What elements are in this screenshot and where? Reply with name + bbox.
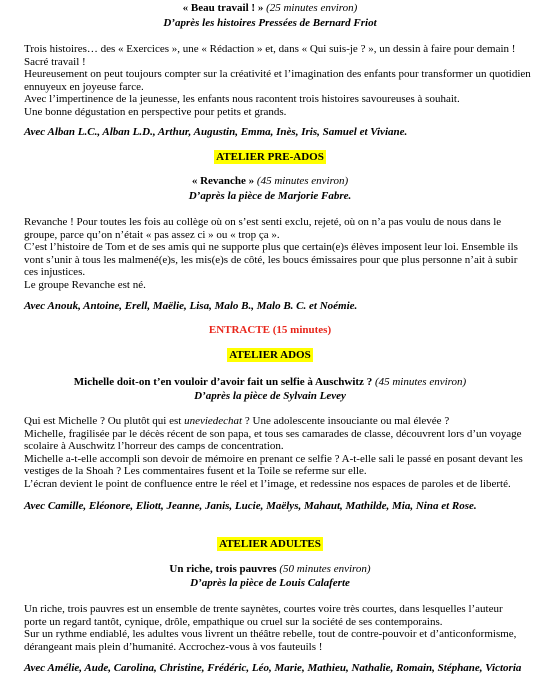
s1-title-line — [20, 2, 520, 15]
s1-source: D’après les histoires Pressées de Bernard Friot — [163, 17, 377, 29]
s4-description — [24, 603, 524, 653]
s2-line: ces injustices. — [24, 266, 86, 279]
s3-description — [24, 415, 524, 491]
s1-line: ennuyeux en joyeuse farce. — [24, 80, 144, 93]
s2-line: groupe, parce qu’on n’était « pas assez ci » ou « trop ça ». — [24, 228, 280, 241]
entracte-label: ENTRACTE (15 minutes) — [208, 324, 332, 336]
s1-title: « Beau travail ! » — [182, 2, 264, 14]
s3-line-first — [24, 415, 524, 428]
s4-heading-line — [20, 538, 520, 551]
s2-heading-line — [20, 151, 520, 164]
s2-heading: ATELIER PRE-ADOS — [216, 151, 324, 163]
s2-line: vont s’unir à tous les malmené(e)s, les mis(e)s de côté, les boucs émissaires pour que plus personne n’ait à subir — [24, 253, 518, 266]
s2-line: Le groupe Revanche est né. — [24, 278, 146, 291]
s4-duration: (50 minutes environ) — [276, 563, 371, 575]
s3-line: vestiges de la Shoah ? Les commentaires fusent et la Toile se referme sur elle. — [24, 465, 367, 478]
s1-line: Heureusement on peut toujours compter sur la créativité et l’imagination des enfants pour transformer un quotidien — [24, 68, 531, 81]
s1-line: Sacré travail ! — [24, 55, 86, 68]
s1-line: Avec l’impertinence de la jeunesse, les enfants nous racontent trois histoires savoureuses à souhait. — [24, 93, 460, 106]
s3-line: Michelle a-t-elle accompli son devoir de mémoire en prenant ce selfie ? A-t-elle sali le passé en posant devant les — [24, 452, 523, 465]
s3-line: Michelle, fragilisée par le décès récent de son papa, et tous ses camarades de classe, découvrent lors d’un voyage — [24, 427, 522, 440]
s3-pseudonym: uneviedechat — [184, 415, 243, 427]
s3-text: Qui est Michelle ? Ou plutôt qui est — [24, 415, 185, 427]
s3-source: D’après la pièce de Sylvain Levey — [194, 390, 346, 402]
s3-title-line — [20, 376, 520, 389]
s3-title: Michelle doit-on t’en vouloir d’avoir fait un selfie à Auschwitz ? — [73, 376, 373, 388]
s4-source: D’après la pièce de Louis Calaferte — [190, 577, 350, 589]
s3-text: ? Une adolescente insouciante ou mal élevée ? — [242, 415, 450, 427]
s3-cast: Avec Camille, Eléonore, Eliott, Jeanne, Janis, Lucie, Maëlys, Mahaut, Mathilde, Mia, Nina et Rose. — [24, 500, 477, 512]
s1-line: Trois histoires… des « Exercices », une « Rédaction » et, dans « Qui suis-je ? », un dessin à faire pour demain ! — [24, 43, 516, 55]
s4-line: Sur un rythme endiablé, les adultes vous livrent un théâtre rebelle, tout de contre-pouvoir et d’anticonformisme, — [24, 628, 517, 641]
s3-line: L’écran devient le point de confluence entre le réel et l’image, et redessine nos espaces de paroles et de liberté. — [24, 477, 511, 490]
s2-line: Revanche ! Pour toutes les fois au collège où on s’est senti exclu, rejeté, où on n’a pas voulu de nous dans le — [24, 216, 502, 228]
s4-line: Un riche, trois pauvres est un ensemble de trente saynètes, courtes voire très courtes, dans lesquelles l’auteur — [24, 603, 503, 615]
s3-line: scolaire à Auschwitz l’horreur des camps de concentration. — [24, 440, 284, 453]
s1-duration: (25 minutes environ) — [263, 2, 358, 14]
s3-heading: ATELIER ADOS — [229, 349, 311, 361]
s4-cast: Avec Amélie, Aude, Carolina, Christine, Frédéric, Léo, Marie, Mathieu, Nathalie, Romain, Stéphane, Victoria — [24, 662, 522, 674]
s4-line: porte un regard tantôt, cynique, drôle, empathique ou cruel sur la société de ses contemporains. — [24, 615, 443, 628]
s4-line: dérangeant mais plein d’humanité. Accrochez-vous à vos fauteuils ! — [24, 640, 323, 653]
s2-source: D’après la pièce de Marjorie Fabre. — [188, 190, 352, 202]
s2-description — [24, 216, 524, 292]
s3-duration: (45 minutes environ) — [372, 376, 467, 388]
s1-line: Une bonne dégustation en perspective pour petits et grands. — [24, 105, 287, 118]
s2-duration: (45 minutes environ) — [254, 175, 349, 187]
s4-title-line — [20, 563, 520, 576]
s3-heading-line — [20, 349, 520, 362]
s2-title: « Revanche » — [191, 175, 255, 187]
s2-line: C’est l’histoire de Tom et de ses amis qui ne supporte plus que certain(e)s élèves imposent leur loi. Ensemble ils — [24, 241, 518, 254]
s4-heading: ATELIER ADULTES — [219, 538, 321, 550]
s2-cast: Avec Anouk, Antoine, Erell, Maëlie, Lisa, Malo B., Malo B. C. et Noémie. — [24, 300, 358, 312]
s1-description — [24, 43, 531, 119]
s1-cast: Avec Alban L.C., Alban L.D., Arthur, Augustin, Emma, Inès, Iris, Samuel et Viviane. — [24, 126, 408, 138]
s4-title: Un riche, trois pauvres — [169, 563, 277, 575]
s2-title-line — [20, 175, 520, 188]
